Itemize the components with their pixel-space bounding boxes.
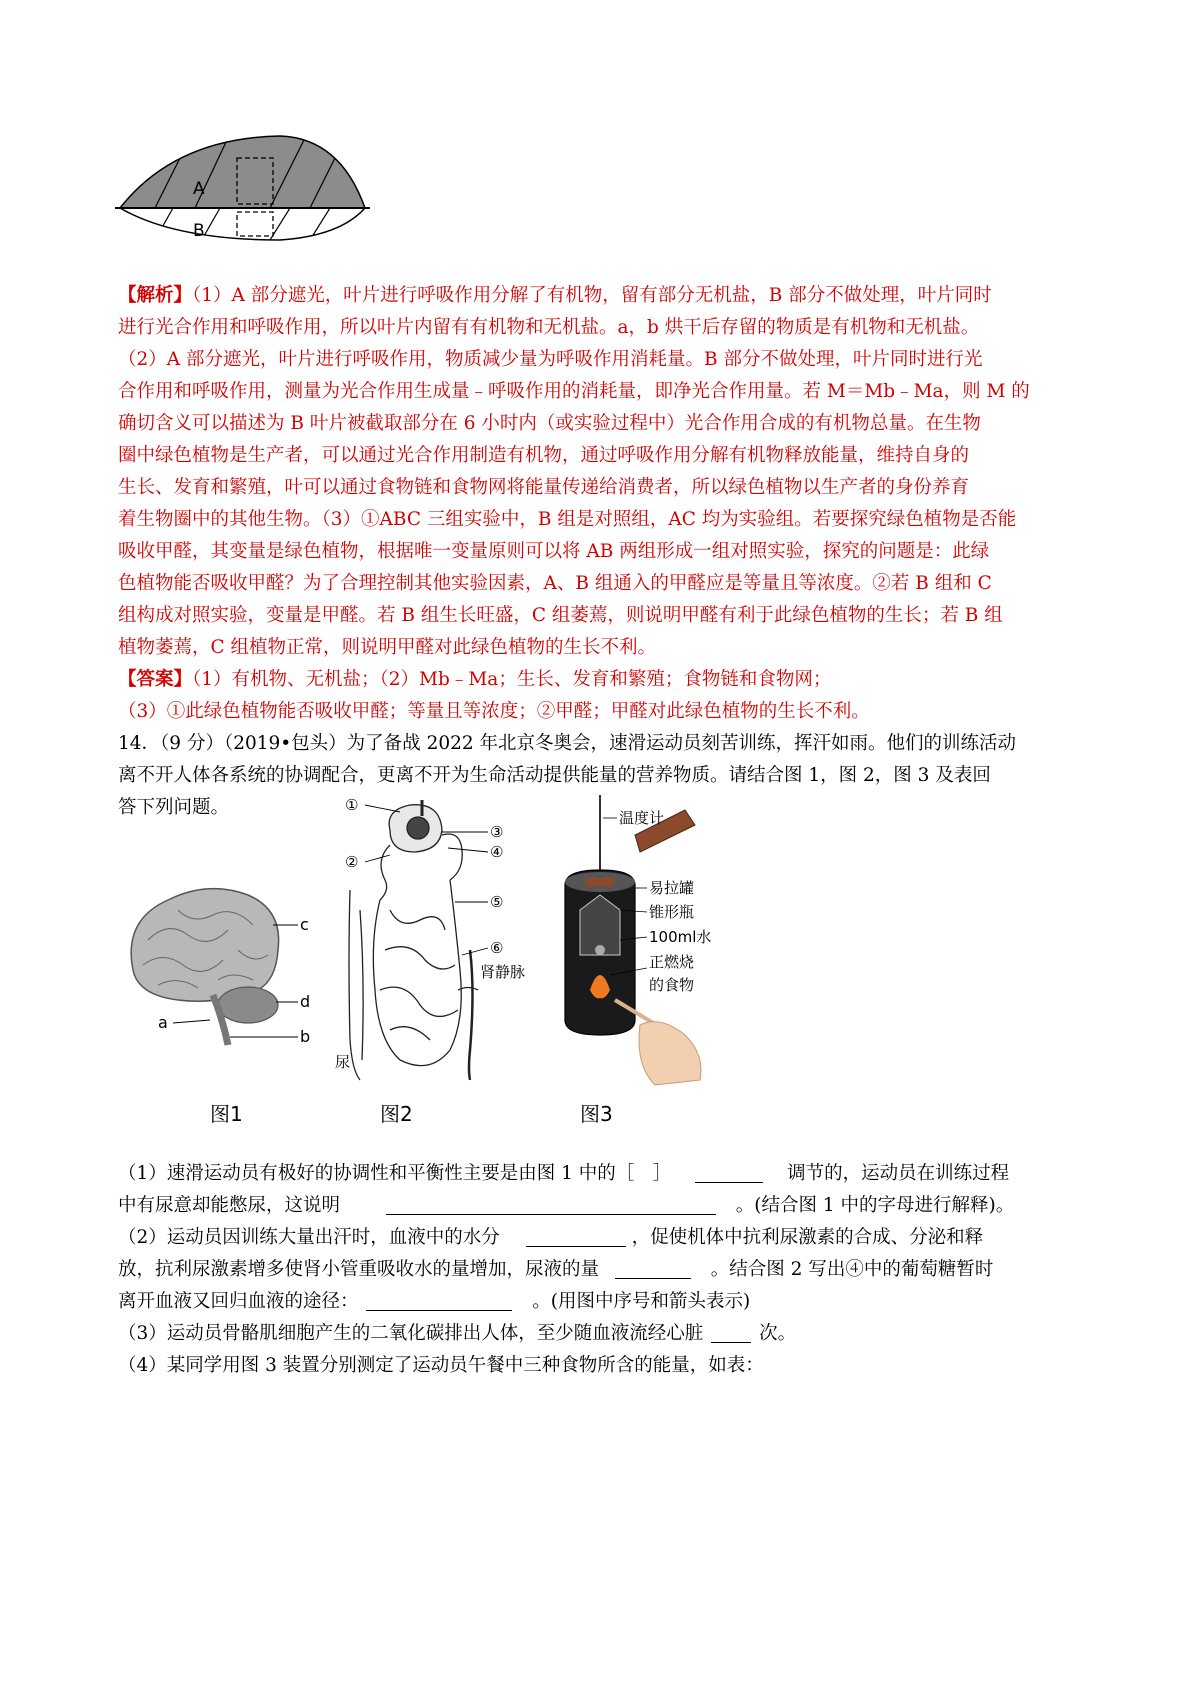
q3-blank[interactable] xyxy=(711,1320,751,1343)
leaf-label-b: B xyxy=(193,221,205,241)
analysis-section xyxy=(118,280,1090,664)
nephron-label-5: ⑤ xyxy=(490,893,504,911)
q2-text-c: 放，抗利尿激素增多使肾小管重吸收水的量增加，尿液的量 xyxy=(118,1259,600,1280)
q2-text-b: ，促使机体中抗利尿激素的合成、分泌和释 xyxy=(631,1227,984,1248)
q2-blank-2[interactable] xyxy=(615,1256,691,1279)
analysis-line: 吸收甲醛，其变量是绿色植物，根据唯一变量原则可以将 AB 两组形成一组对照实验，探究的问题是：此绿 xyxy=(118,541,990,562)
nephron-label-4: ④ xyxy=(490,843,504,861)
analysis-line: （1）A 部分遮光，叶片进行呼吸作用分解了有机物，留有部分无机盐，B 部分不做处理，叶片同时 xyxy=(192,285,992,306)
brain-label-b: b xyxy=(300,1027,311,1046)
nephron-label-3: ③ xyxy=(490,823,504,841)
q3-text-b: 次。 xyxy=(759,1323,797,1344)
brain-label-c: c xyxy=(300,915,309,934)
analysis-line: 色植物能否吸收甲醛？为了合理控制其他实验因素，A、B 组通入的甲醛应是等量且等浓度。②若 B 组和 C xyxy=(118,573,992,594)
brain-label-a: a xyxy=(158,1013,168,1032)
food-label: 的食物 xyxy=(649,976,695,994)
analysis-line: 合作用和呼吸作用，测量为光合作用生成量﹣呼吸作用的消耗量，即净光合作用量。若 M＝Mb﹣Ma，则 M 的 xyxy=(118,381,1030,402)
answer-tag: 【答案】 xyxy=(118,669,193,690)
figure-2-nephron xyxy=(330,790,540,1090)
analysis-line: 进行光合作用和呼吸作用，所以叶片内留有有机物和无机盐。a，b 烘干后存留的物质是有机物和无机盐。 xyxy=(118,317,980,338)
nephron-label-6: ⑥ xyxy=(490,939,504,957)
q2-text-f: 。(用图中序号和箭头表示) xyxy=(532,1291,751,1312)
flask-label: 锥形瓶 xyxy=(649,903,695,921)
q1-text-b: 调节的，运动员在训练过程 xyxy=(787,1163,1010,1184)
nephron-label-2: ② xyxy=(345,853,359,871)
analysis-line: 组构成对照实验，变量是甲醛。若 B 组生长旺盛，C 组萎蔫，则说明甲醛有利于此绿色植物的生长；若 B 组 xyxy=(118,605,1003,626)
figure-3-calorimeter xyxy=(555,790,745,1090)
q2-blank-1[interactable] xyxy=(526,1224,626,1247)
question-line: 离不开人体各系统的协调配合，更离不开为生命活动提供能量的营养物质。请结合图 1，图 2，图 3 及表回 xyxy=(118,765,991,786)
answer-line-2: （3）①此绿色植物能否吸收甲醛；等量且等浓度；②甲醛；甲醛对此绿色植物的生长不利。 xyxy=(118,701,870,722)
q2-text-e: 离开血液又回归血液的途径： xyxy=(118,1291,359,1312)
analysis-line: 生长、发育和繁殖，叶可以通过食物链和食物网将能量传递给消费者，所以绿色植物以生产者的身份养育 xyxy=(118,477,970,498)
water-label: 100ml水 xyxy=(649,928,712,946)
analysis-line: 确切含义可以描述为 B 叶片被截取部分在 6 小时内（或实验过程中）光合作用合成的有机物总量。在生物 xyxy=(118,413,981,434)
q3-text-a: （3）运动员骨骼肌细胞产生的二氧化碳排出人体，至少随血液流经心脏 xyxy=(118,1323,704,1344)
figure-1-brain xyxy=(118,880,318,1060)
thermometer-label: 温度计 xyxy=(619,809,665,827)
q1-blank-2[interactable] xyxy=(386,1192,716,1215)
q1-text-c: 中有尿意却能憋尿，这说明 xyxy=(118,1195,341,1216)
analysis-tag: 【解析】 xyxy=(118,285,193,306)
question-14-subquestions xyxy=(118,1158,1090,1382)
q1-text-d: 。(结合图 1 中的字母进行解释)。 xyxy=(735,1195,1015,1216)
brain-label-d: d xyxy=(300,992,311,1011)
renal-vein-label: 肾静脉 xyxy=(480,963,526,981)
figure-3-caption: 图3 xyxy=(580,1102,613,1126)
burning-label: 正燃烧 xyxy=(649,953,695,971)
q1-blank-1[interactable] xyxy=(695,1160,763,1183)
leaf-diagram xyxy=(115,128,375,244)
question-line: 答下列问题。 xyxy=(118,797,230,818)
figure-2-caption: 图2 xyxy=(380,1102,413,1126)
analysis-line: 植物萎蔫，C 组植物正常，则说明甲醛对此绿色植物的生长不利。 xyxy=(118,637,657,658)
q2-text-a: （2）运动员因训练大量出汗时，血液中的水分 xyxy=(118,1227,500,1248)
answer-section xyxy=(118,664,1090,728)
question-line: 14．（9 分）（2019•包头）为了备战 2022 年北京冬奥会，速滑运动员刻苦训练，挥汗如雨。他们的训练活动 xyxy=(118,733,1017,754)
urine-label: 尿 xyxy=(335,1053,351,1071)
leaf-label-a: A xyxy=(193,179,205,199)
figure-1-caption: 图1 xyxy=(210,1102,243,1126)
analysis-line: 着生物圈中的其他生物。（3）①ABC 三组实验中，B 组是对照组，AC 均为实验组。若要探究绿色植物是否能 xyxy=(118,509,1017,530)
nephron-label-1: ① xyxy=(345,796,359,814)
analysis-line: 圈中绿色植物是生产者，可以通过光合作用制造有机物，通过呼吸作用分解有机物释放能量，维持自身的 xyxy=(118,445,970,466)
q4-text: （4）某同学用图 3 装置分别测定了运动员午餐中三种食物所含的能量，如表： xyxy=(118,1355,764,1376)
q2-blank-3[interactable] xyxy=(366,1288,512,1311)
answer-line-1: （1）有机物、无机盐；（2）Mb﹣Ma；生长、发育和繁殖；食物链和食物网； xyxy=(192,669,832,690)
can-label: 易拉罐 xyxy=(649,879,695,897)
analysis-line: （2）A 部分遮光，叶片进行呼吸作用，物质减少量为呼吸作用消耗量。B 部分不做处理，叶片同时进行光 xyxy=(118,349,983,370)
q1-text-a: （1）速滑运动员有极好的协调性和平衡性主要是由图 1 中的［ ］ xyxy=(118,1163,672,1184)
q2-text-d: 。结合图 2 写出④中的葡萄糖暂时 xyxy=(710,1259,994,1280)
